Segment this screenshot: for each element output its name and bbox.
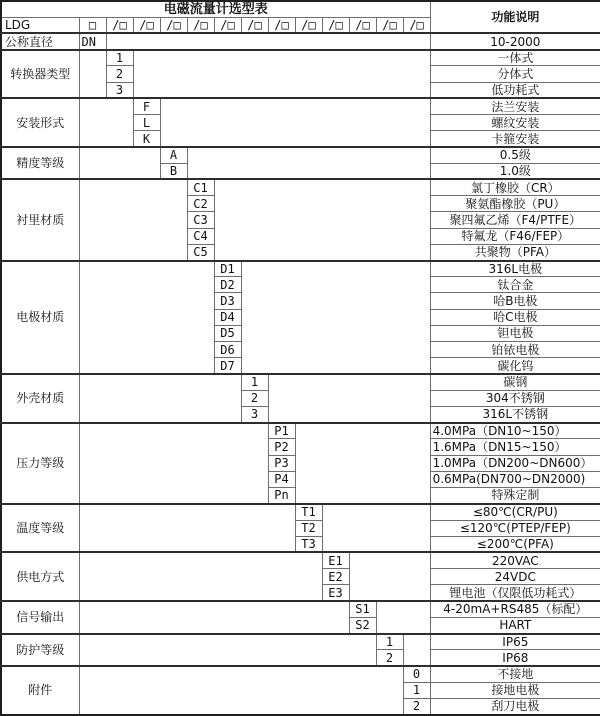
function-desc: 0.5级 (430, 147, 600, 163)
option-code: 2 (241, 390, 268, 406)
model-code-slot: /□ (349, 17, 376, 33)
function-desc: 一体式 (430, 50, 600, 66)
spacer-cell (349, 552, 430, 601)
function-desc: 共聚物（PFA） (430, 244, 600, 260)
option-code: D6 (214, 342, 241, 358)
category-label-temperature: 温度等级 (1, 504, 79, 553)
model-code-slot: /□ (403, 17, 430, 33)
option-code: E3 (322, 585, 349, 601)
option-code: 3 (241, 406, 268, 422)
spacer-cell (133, 50, 430, 99)
option-code: P2 (268, 439, 295, 455)
category-label-pressure: 压力等级 (1, 423, 79, 504)
function-desc: 特氟龙（F46/FEP） (430, 228, 600, 244)
category-label-converter-type: 转换器类型 (1, 50, 79, 99)
spacer-cell (376, 601, 430, 633)
model-code-slot: /□ (187, 17, 214, 33)
spacer-cell (187, 147, 430, 179)
spacer-cell (322, 504, 430, 553)
spacer-cell (79, 552, 322, 601)
function-desc: IP65 (430, 634, 600, 650)
category-label-power: 供电方式 (1, 552, 79, 601)
function-desc: 1.6MPa（DN15~150） (430, 439, 600, 455)
spacer-cell (160, 98, 430, 147)
spacer-cell (79, 423, 268, 504)
model-code-slot: /□ (160, 17, 187, 33)
function-desc: 10-2000 (430, 33, 600, 49)
function-column-header: 功能说明 (430, 1, 600, 33)
function-desc: 聚氨酯橡胶（PU） (430, 196, 600, 212)
spacer-cell (79, 261, 214, 375)
function-desc: 碳化钨 (430, 358, 600, 374)
model-code-box: □ (79, 17, 106, 33)
spacer-cell (79, 374, 241, 423)
function-desc: 316L电极 (430, 261, 600, 277)
function-desc: 法兰安装 (430, 98, 600, 114)
table-title: 电磁流量计选型表 (1, 1, 430, 17)
function-desc: ≤80℃(CR/PU) (430, 504, 600, 520)
function-desc: 304不锈钢 (430, 390, 600, 406)
option-code: E2 (322, 569, 349, 585)
option-code: 1 (106, 50, 133, 66)
spacer-cell (214, 179, 430, 260)
spacer-cell (79, 179, 187, 260)
spacer-cell (295, 423, 430, 504)
category-label-housing: 外壳材质 (1, 374, 79, 423)
option-code: Pn (268, 488, 295, 504)
function-desc: 哈B电极 (430, 293, 600, 309)
option-code: DN (79, 33, 106, 49)
option-code: T3 (295, 536, 322, 552)
function-desc: 0.6MPa(DN700~DN2000) (430, 471, 600, 487)
function-desc: 1.0MPa（DN200~DN600） (430, 455, 600, 471)
function-desc: 刮刀电极 (430, 698, 600, 715)
option-code: K (133, 131, 160, 147)
spacer-cell (403, 634, 430, 666)
model-code-slot: /□ (322, 17, 349, 33)
spacer-cell (241, 261, 430, 375)
option-code: 2 (106, 66, 133, 82)
function-desc: 钽电极 (430, 325, 600, 341)
function-desc: 碳钢 (430, 374, 600, 390)
function-desc: ≤200℃(PFA) (430, 536, 600, 552)
spacer-cell (79, 504, 295, 553)
spacer-cell (79, 634, 376, 666)
function-desc: 低功耗式 (430, 82, 600, 98)
function-desc: IP68 (430, 650, 600, 666)
option-code: D5 (214, 325, 241, 341)
option-code: 1 (241, 374, 268, 390)
spacer-cell (79, 147, 160, 179)
option-code: C4 (187, 228, 214, 244)
function-desc: 锂电池（仅限低功耗式） (430, 585, 600, 601)
model-code-slot: /□ (133, 17, 160, 33)
option-code: D2 (214, 277, 241, 293)
option-code: B (160, 163, 187, 179)
function-desc: 220VAC (430, 552, 600, 568)
option-code: E1 (322, 552, 349, 568)
option-code: 0 (403, 666, 430, 682)
category-label-diameter: 公称直径 (1, 33, 79, 49)
function-desc: ≤120℃(PTEP/FEP) (430, 520, 600, 536)
spacer-cell (79, 601, 349, 633)
spacer-cell (106, 33, 430, 49)
option-code: T1 (295, 504, 322, 520)
model-code-slot: /□ (376, 17, 403, 33)
function-desc: 钛合金 (430, 277, 600, 293)
function-desc: 接地电极 (430, 682, 600, 698)
option-code: C2 (187, 196, 214, 212)
function-desc: 4.0MPa（DN10~150） (430, 423, 600, 439)
option-code: C5 (187, 244, 214, 260)
model-code-slot: /□ (268, 17, 295, 33)
function-desc: HART (430, 617, 600, 633)
option-code: 2 (403, 698, 430, 715)
spacer-cell (79, 666, 403, 715)
category-label-accessory: 附件 (1, 666, 79, 715)
function-desc: 铂铱电极 (430, 342, 600, 358)
category-label-installation: 安装形式 (1, 98, 79, 147)
option-code: P1 (268, 423, 295, 439)
function-desc: 24VDC (430, 569, 600, 585)
model-code-slot: /□ (295, 17, 322, 33)
option-code: 1 (403, 682, 430, 698)
option-code: 3 (106, 82, 133, 98)
function-desc: 4-20mA+RS485（标配） (430, 601, 600, 617)
function-desc: 316L不锈钢 (430, 406, 600, 422)
spacer-cell (79, 50, 106, 99)
option-code: P3 (268, 455, 295, 471)
option-code: S1 (349, 601, 376, 617)
function-desc: 聚四氟乙烯（F4/PTFE） (430, 212, 600, 228)
option-code: L (133, 115, 160, 131)
option-code: S2 (349, 617, 376, 633)
function-desc: 氯丁橡胶（CR） (430, 179, 600, 195)
function-desc: 哈C电极 (430, 309, 600, 325)
category-label-protection: 防护等级 (1, 634, 79, 666)
option-code: D1 (214, 261, 241, 277)
option-code: 2 (376, 650, 403, 666)
model-code-label: LDG (1, 17, 79, 33)
function-desc: 1.0级 (430, 163, 600, 179)
model-code-slot: /□ (241, 17, 268, 33)
option-code: D4 (214, 309, 241, 325)
option-code: D3 (214, 293, 241, 309)
option-code: C3 (187, 212, 214, 228)
option-code: D7 (214, 358, 241, 374)
category-label-signal: 信号输出 (1, 601, 79, 633)
option-code: P4 (268, 471, 295, 487)
spacer-cell (79, 98, 133, 147)
spacer-cell (268, 374, 430, 423)
option-code: 1 (376, 634, 403, 650)
function-desc: 不接地 (430, 666, 600, 682)
function-desc: 螺纹安装 (430, 115, 600, 131)
model-code-slot: /□ (214, 17, 241, 33)
function-desc: 分体式 (430, 66, 600, 82)
option-code: C1 (187, 179, 214, 195)
option-code: F (133, 98, 160, 114)
category-label-electrode: 电极材质 (1, 261, 79, 375)
option-code: T2 (295, 520, 322, 536)
category-label-accuracy: 精度等级 (1, 147, 79, 179)
category-label-lining: 衬里材质 (1, 179, 79, 260)
function-desc: 特殊定制 (430, 488, 600, 504)
option-code: A (160, 147, 187, 163)
model-code-slot: /□ (106, 17, 133, 33)
function-desc: 卡箍安装 (430, 131, 600, 147)
